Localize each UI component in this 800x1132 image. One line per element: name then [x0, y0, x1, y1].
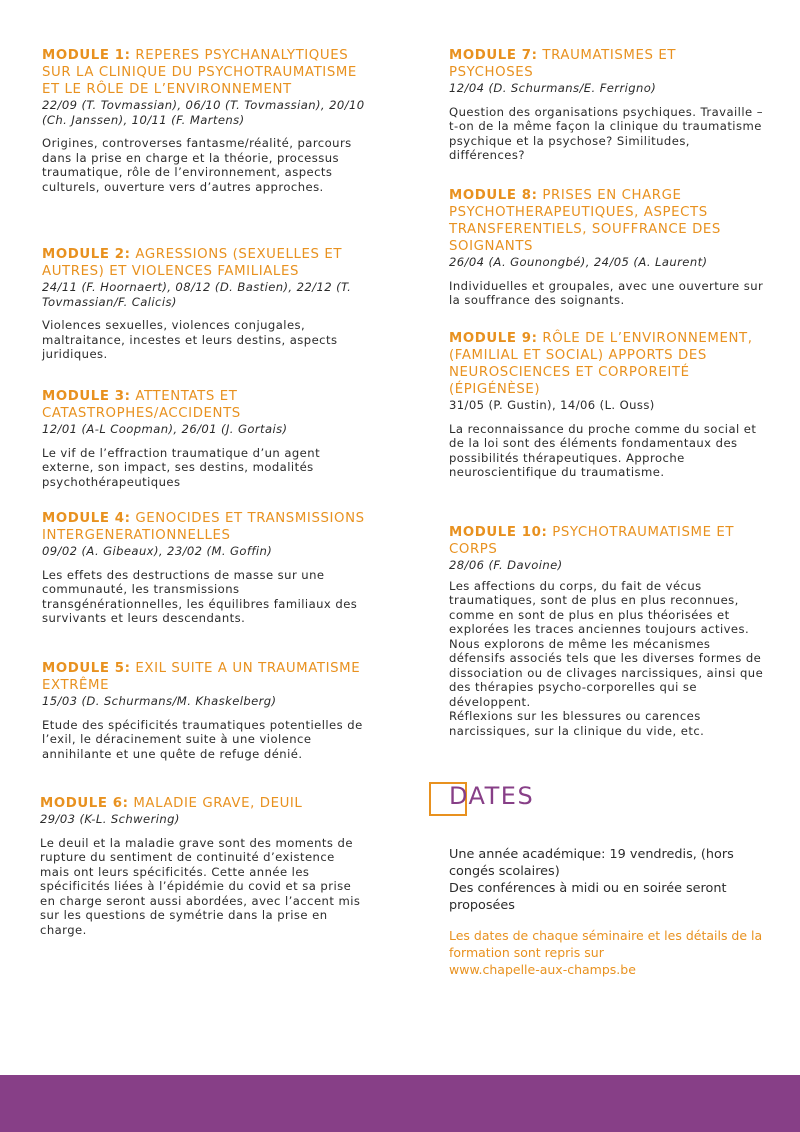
module-3	[42, 388, 367, 489]
module-heading: AGRESSIONS (SEXUELLES ET AUTRES) ET VIOLENCES FAMILIALES	[42, 247, 343, 279]
module-description: Les affections du corps, du fait de vécus traumatiques, sont de plus en plus reconnues, comme en sont de plus en plus théorisées et explorées les traces anciennes toujours actives. Nous explorons de même les mécanismes défensifs associés tels que les diverses formes de dissociation ou de clivages narcissiques, ainsi que des thérapies psycho-corporelles qui se développent. Réflexions sur les blessures ou carences narcissiques, sur la clinique du vide, etc.	[449, 578, 764, 738]
module-dates: 15/03 (D. Schurmans/M. Khaskelberg)	[42, 694, 277, 708]
module-number: MODULE 3:	[42, 389, 131, 404]
module-title	[42, 246, 367, 280]
module-dates: 24/11 (F. Hoornaert), 08/12 (D. Bastien), 22/12 (T. Tovmassian/F. Calicis)	[42, 280, 352, 309]
module-title	[42, 510, 367, 544]
module-heading: PRISES EN CHARGE PSYCHOTHERAPEUTIQUES, ASPECTS TRANSFERENTIELS, SOUFFRANCE DES SOIGNANTS	[449, 188, 721, 254]
module-description: Violences sexuelles, violences conjugales, maltraitance, incestes et leurs destins, aspects juridiques.	[42, 318, 338, 361]
module-4	[42, 510, 367, 626]
module-dates: 12/04 (D. Schurmans/E. Ferrigno)	[449, 81, 657, 95]
module-heading: RÔLE DE L’ENVIRONNEMENT, (FAMILIAL ET SOCIAL) APPORTS DES NEUROSCIENCES ET CORPOREITÉ (ÉPIGÉNÈSE)	[449, 331, 753, 397]
module-number: MODULE 2:	[42, 247, 131, 262]
module-number: MODULE 10:	[449, 525, 548, 540]
module-title	[42, 660, 367, 694]
module-dates: 26/04 (A. Gounongbé), 24/05 (A. Laurent)	[449, 255, 708, 269]
module-title	[42, 47, 367, 98]
module-title	[449, 47, 764, 81]
dates-title: DATES	[449, 782, 535, 810]
module-title	[449, 524, 764, 558]
module-1	[42, 47, 367, 194]
module-heading: TRAUMATISMES ET PSYCHOSES	[449, 48, 677, 80]
module-description: Origines, controverses fantasme/réalité, parcours dans la prise en charge et la théorie, processus traumatique, rôle de l’environnement, aspects culturels, ouverture vers d’autres approches.	[42, 136, 352, 194]
module-heading: MALADIE GRAVE, DEUIL	[133, 796, 303, 811]
module-heading: PSYCHOTRAUMATISME ET CORPS	[449, 525, 735, 557]
module-number: MODULE 8:	[449, 188, 538, 203]
module-9	[449, 330, 764, 480]
module-description: Le deuil et la maladie grave sont des moments de rupture du sentiment de continuité d’existence mais ont leurs spécificités. Cette année les spécificités liées à l’épidémie du covid et sa prise en charge seront aussi abordées, avec l’accent mis sur les questions de symétrie dans la prise en charge.	[40, 835, 361, 937]
module-6	[40, 795, 365, 937]
module-title	[42, 388, 367, 422]
module-description: La reconnaissance du proche comme du social et de la loi sont des éléments fondamentaux des possibilités thérapeutiques. Approche neuroscientifique du traumatisme.	[449, 421, 757, 479]
module-number: MODULE 5:	[42, 661, 131, 676]
module-number: MODULE 6:	[40, 796, 129, 811]
module-5	[42, 660, 367, 761]
footer-bar	[0, 1075, 800, 1132]
module-dates: 22/09 (T. Tovmassian), 06/10 (T. Tovmassian), 20/10 (Ch. Janssen), 10/11 (F. Martens)	[42, 98, 365, 127]
dates-text: Une année académique: 19 vendredis, (hors congés scolaires) Des conférences à midi ou en soirée seront proposées	[449, 847, 734, 913]
module-dates: 12/01 (A-L Coopman), 26/01 (J. Gortais)	[42, 422, 288, 436]
module-number: MODULE 7:	[449, 48, 538, 63]
module-8	[449, 187, 764, 308]
module-number: MODULE 9:	[449, 331, 538, 346]
module-title	[40, 795, 365, 812]
module-2	[42, 246, 367, 362]
module-dates: 31/05 (P. Gustin), 14/06 (L. Ouss)	[449, 398, 655, 412]
module-7	[449, 47, 764, 163]
module-description: Le vif de l’effraction traumatique d’un agent externe, son impact, ses destins, modalités psychothérapeutiques	[42, 445, 321, 489]
module-dates: 09/02 (A. Gibeaux), 23/02 (M. Goffin)	[42, 544, 273, 558]
module-heading: GENOCIDES ET TRANSMISSIONS INTERGENERATIONNELLES	[42, 511, 365, 543]
module-heading: ATTENTATS ET CATASTROPHES/ACCIDENTS	[42, 389, 241, 421]
module-number: MODULE 1:	[42, 48, 131, 63]
module-number: MODULE 4:	[42, 511, 131, 526]
module-dates: 28/06 (F. Davoine)	[449, 558, 563, 572]
module-title	[449, 330, 764, 398]
dates-info-link[interactable]: Les dates de chaque séminaire et les détails de la formation sont repris sur www.chapelle-aux-champs.be	[449, 928, 763, 977]
module-dates: 29/03 (K-L. Schwering)	[40, 812, 180, 826]
module-title	[449, 187, 764, 255]
module-description: Question des organisations psychiques. Travaille – t-on de la même façon la clinique du traumatisme psychique et la psychose? Similitudes, différences?	[449, 104, 763, 162]
module-description: Les effets des destructions de masse sur une communauté, les transmissions transgénérationnelles, les équilibres familiaux des survivants et leurs descendants.	[42, 567, 358, 625]
module-heading: EXIL SUITE A UN TRAUMATISME EXTRÊME	[42, 661, 361, 693]
module-10	[449, 524, 764, 738]
module-heading: REPERES PSYCHANALYTIQUES SUR LA CLINIQUE DU PSYCHOTRAUMATISME ET LE RÔLE DE L’ENVIRONNEMENT	[42, 48, 357, 97]
module-description: Etude des spécificités traumatiques potentielles de l’exil, le déracinement suite à une violence annihilante et une quête de refuge dénié.	[42, 717, 363, 761]
module-description: Individuelles et groupales, avec une ouverture sur la souffrance des soignants.	[449, 278, 764, 307]
